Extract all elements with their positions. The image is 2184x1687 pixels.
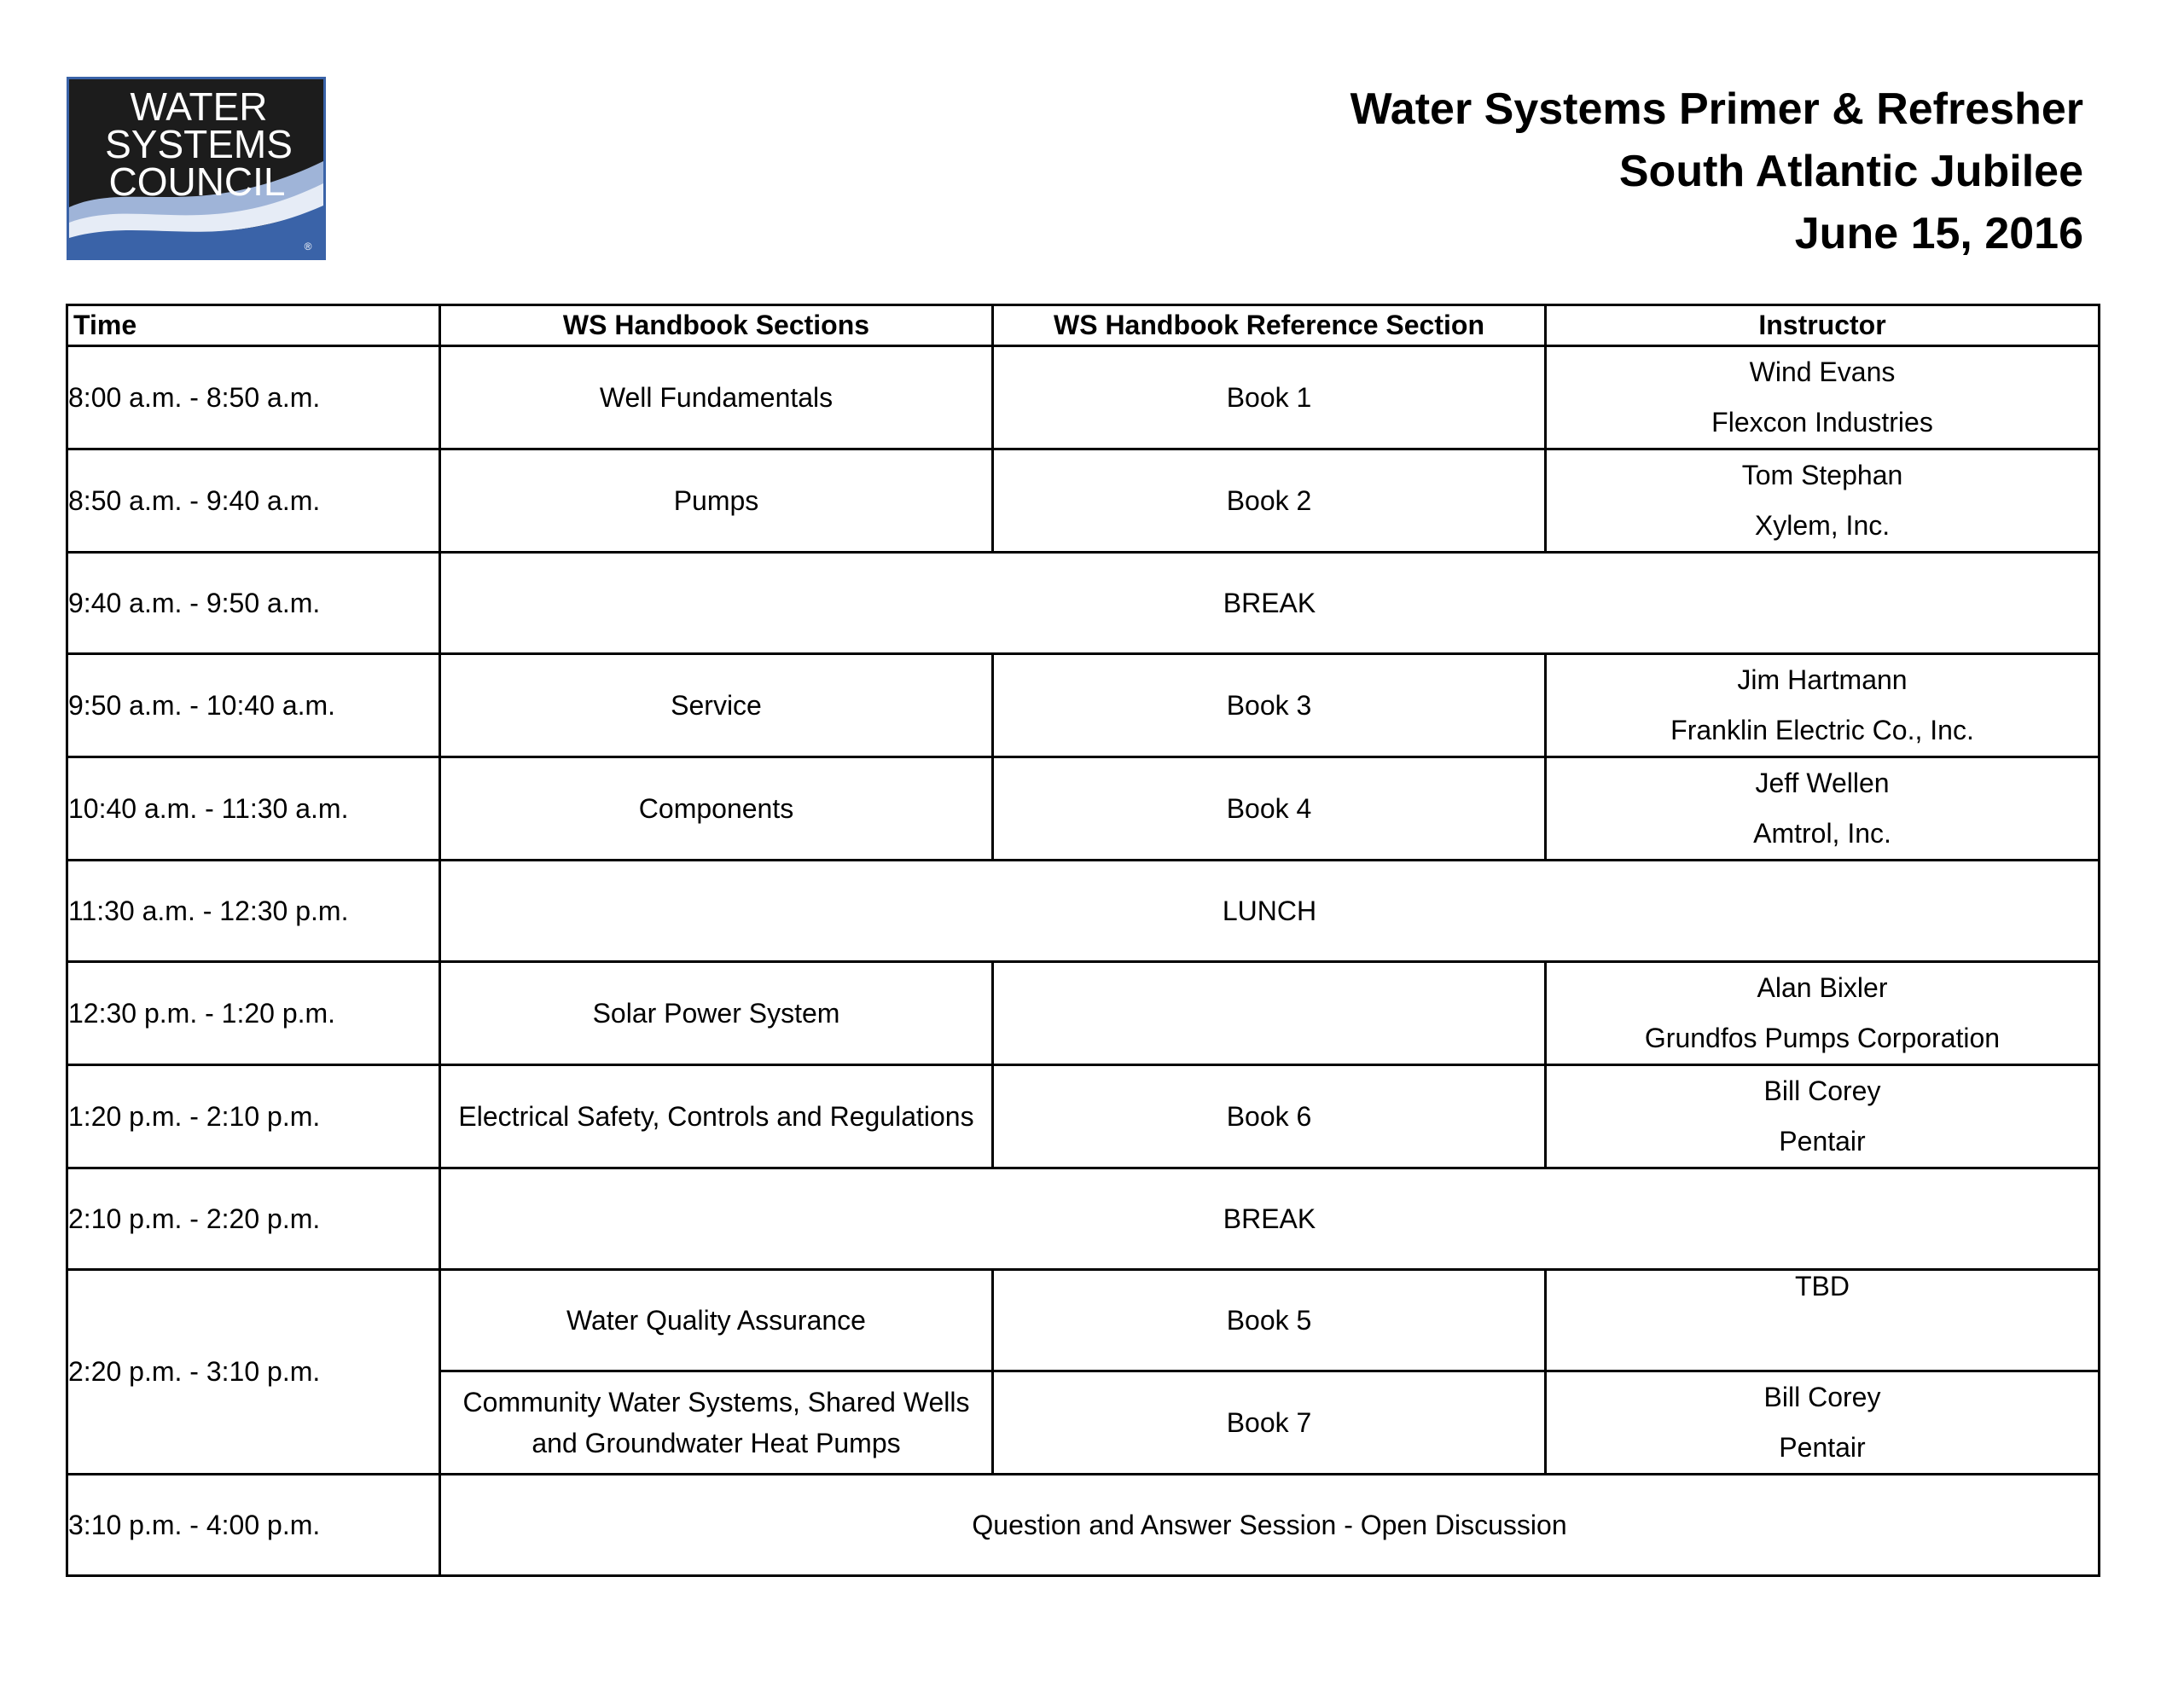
reference-cell: Book 4 bbox=[993, 757, 1546, 861]
instructor-name: Bill Corey bbox=[1763, 1382, 1881, 1412]
column-header-sections: WS Handbook Sections bbox=[440, 305, 993, 346]
reference-cell: Book 1 bbox=[993, 346, 1546, 449]
reference-cell: Book 5 bbox=[993, 1270, 1546, 1371]
reference-cell: Book 2 bbox=[993, 449, 1546, 553]
instructor-cell bbox=[1546, 962, 2100, 1065]
table-row-lunch bbox=[67, 861, 2100, 962]
section-cell: Water Quality Assurance bbox=[440, 1270, 993, 1371]
section-cell bbox=[440, 1371, 993, 1475]
time-cell: 10:40 a.m. - 11:30 a.m. bbox=[67, 757, 440, 861]
table-row-break bbox=[67, 553, 2100, 654]
instructor-name: Wind Evans bbox=[1749, 357, 1896, 387]
reference-cell: Book 6 bbox=[993, 1065, 1546, 1168]
break-cell: BREAK bbox=[440, 1168, 2100, 1270]
section-cell: Well Fundamentals bbox=[440, 346, 993, 449]
logo-registered-mark: ® bbox=[304, 241, 312, 252]
instructor-org: Flexcon Industries bbox=[1711, 407, 1933, 438]
section-cell: Pumps bbox=[440, 449, 993, 553]
instructor-name: Jeff Wellen bbox=[1755, 768, 1890, 798]
time-cell: 11:30 a.m. - 12:30 p.m. bbox=[67, 861, 440, 962]
schedule-table bbox=[66, 304, 2100, 1577]
logo-text-systems: SYSTEMS bbox=[105, 122, 293, 166]
instructor-org: Pentair bbox=[1779, 1126, 1866, 1157]
instructor-org: Pentair bbox=[1779, 1432, 1866, 1463]
instructor-cell bbox=[1546, 346, 2100, 449]
instructor-name: TBD bbox=[1795, 1271, 1850, 1301]
time-cell: 2:10 p.m. - 2:20 p.m. bbox=[67, 1168, 440, 1270]
column-header-time: Time bbox=[67, 305, 440, 346]
table-row bbox=[67, 654, 2100, 757]
section-line: and Groundwater Heat Pumps bbox=[531, 1428, 901, 1458]
instructor-cell bbox=[1546, 1371, 2100, 1475]
table-row bbox=[67, 1065, 2100, 1168]
time-cell: 12:30 p.m. - 1:20 p.m. bbox=[67, 962, 440, 1065]
table-row bbox=[67, 757, 2100, 861]
lunch-cell: LUNCH bbox=[440, 861, 2100, 962]
reference-cell: Book 3 bbox=[993, 654, 1546, 757]
instructor-cell bbox=[1546, 757, 2100, 861]
instructor-org: Xylem, Inc. bbox=[1754, 510, 1891, 541]
instructor-cell bbox=[1546, 1270, 2100, 1371]
section-cell: Components bbox=[440, 757, 993, 861]
instructor-org: Grundfos Pumps Corporation bbox=[1644, 1023, 2001, 1053]
time-cell: 9:40 a.m. - 9:50 a.m. bbox=[67, 553, 440, 654]
event-name: South Atlantic Jubilee bbox=[1618, 147, 2083, 196]
logo-text-council: COUNCIL bbox=[108, 159, 286, 204]
instructor-org: Franklin Electric Co., Inc. bbox=[1670, 715, 1974, 745]
reference-cell bbox=[993, 962, 1546, 1065]
instructor-name: Alan Bixler bbox=[1757, 972, 1888, 1003]
instructor-cell bbox=[1546, 1065, 2100, 1168]
column-header-instructor: Instructor bbox=[1546, 305, 2100, 346]
instructor-name: Jim Hartmann bbox=[1737, 664, 1908, 695]
logo-graphic bbox=[69, 79, 323, 258]
column-header-reference: WS Handbook Reference Section bbox=[993, 305, 1546, 346]
discussion-cell: Question and Answer Session - Open Discussion bbox=[440, 1475, 2100, 1576]
logo-text-water: WATER bbox=[130, 84, 268, 129]
table-row bbox=[67, 962, 2100, 1065]
time-cell: 1:20 p.m. - 2:10 p.m. bbox=[67, 1065, 440, 1168]
table-header-row bbox=[67, 305, 2100, 346]
instructor-name: Bill Corey bbox=[1763, 1075, 1881, 1106]
reference-cell: Book 7 bbox=[993, 1371, 1546, 1475]
document-title-block bbox=[1350, 78, 2083, 265]
table-row bbox=[67, 1270, 2100, 1371]
time-cell: 8:50 a.m. - 9:40 a.m. bbox=[67, 449, 440, 553]
section-line: Community Water Systems, Shared Wells bbox=[462, 1387, 970, 1417]
table-row-break bbox=[67, 1168, 2100, 1270]
table-row bbox=[67, 449, 2100, 553]
section-cell: Solar Power System bbox=[440, 962, 993, 1065]
time-cell: 3:10 p.m. - 4:00 p.m. bbox=[67, 1475, 440, 1576]
water-systems-council-logo bbox=[67, 77, 326, 260]
table-row bbox=[67, 346, 2100, 449]
document-title: Water Systems Primer & Refresher bbox=[1350, 84, 2083, 134]
instructor-org: Amtrol, Inc. bbox=[1753, 818, 1891, 849]
time-cell: 8:00 a.m. - 8:50 a.m. bbox=[67, 346, 440, 449]
section-cell: Service bbox=[440, 654, 993, 757]
instructor-cell bbox=[1546, 654, 2100, 757]
section-cell: Electrical Safety, Controls and Regulations bbox=[440, 1065, 993, 1168]
event-date: June 15, 2016 bbox=[1794, 209, 2083, 258]
break-cell: BREAK bbox=[440, 553, 2100, 654]
table-row-discussion bbox=[67, 1475, 2100, 1576]
time-cell: 2:20 p.m. - 3:10 p.m. bbox=[67, 1270, 440, 1475]
instructor-cell bbox=[1546, 449, 2100, 553]
instructor-name: Tom Stephan bbox=[1741, 460, 1903, 490]
time-cell: 9:50 a.m. - 10:40 a.m. bbox=[67, 654, 440, 757]
